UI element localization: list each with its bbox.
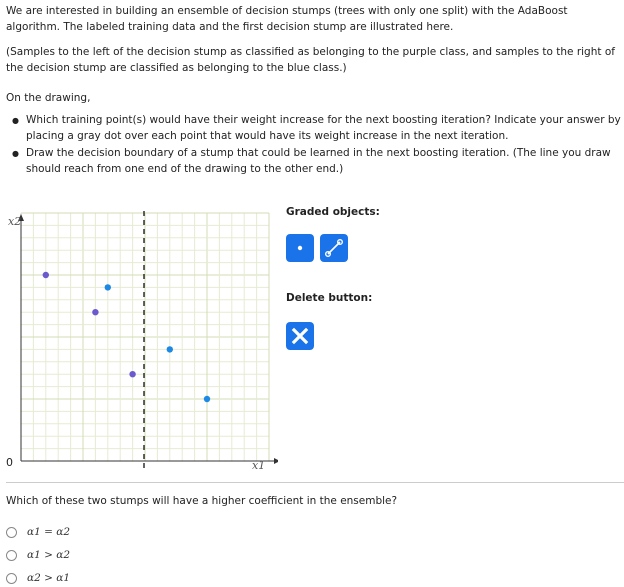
- note-text: (Samples to the left of the decision stump as classified as belonging to the purple class, and samples to the right of the decision stump are classified as belonging to the blue class.): [6, 46, 615, 74]
- drawing-canvas[interactable]: [6, 203, 278, 475]
- instruction-item: ● Which training point(s) would have their weight increase for the next boosting iteration? Indicate your answer by placing a gray dot over each point that would have its weight increase in the next iteration.: [26, 113, 624, 144]
- data-point-purple[interactable]: [92, 309, 98, 315]
- graded-objects-title: Graded objects:: [286, 206, 380, 218]
- question-text: Which of these two stumps will have a higher coefficient in the ensemble?: [6, 495, 398, 507]
- option-label: α1 = α2: [27, 526, 71, 538]
- grid: [21, 213, 269, 461]
- option-label: α1 > α2: [27, 549, 71, 561]
- instruction-item: ● Draw the decision boundary of a stump that could be learned in the next boosting iteration. (The line you draw should reach from one end of the drawing to the other end.): [26, 146, 624, 177]
- section-divider: [6, 482, 624, 483]
- option-row[interactable]: [6, 572, 70, 584]
- data-point-blue[interactable]: [167, 346, 173, 352]
- delete-button-title: Delete button:: [286, 292, 373, 304]
- radio-button[interactable]: [6, 550, 17, 561]
- option-label: α2 > α1: [27, 572, 71, 584]
- option-row[interactable]: [6, 526, 70, 538]
- option-row[interactable]: [6, 549, 70, 561]
- line-tool-button[interactable]: [320, 234, 348, 262]
- data-point-purple[interactable]: [43, 272, 49, 278]
- x-axis-arrow-icon: [274, 458, 278, 464]
- point-tool-button[interactable]: [286, 234, 314, 262]
- intro-text: We are interested in building an ensemble of decision stumps (trees with only one split) with the AdaBoost algorithm. The labeled training data and the first decision stump are illustrated here.: [6, 5, 568, 33]
- data-point-purple[interactable]: [129, 371, 135, 377]
- x-axis-label: x1: [252, 459, 266, 472]
- radio-button[interactable]: [6, 527, 17, 538]
- y-axis-label: x2: [8, 215, 22, 228]
- lead-text: On the drawing,: [6, 92, 91, 104]
- data-point-blue[interactable]: [105, 284, 111, 290]
- close-icon: [286, 322, 314, 350]
- origin-label: 0: [6, 456, 13, 469]
- instruction-list: [6, 113, 624, 179]
- radio-button[interactable]: [6, 573, 17, 584]
- data-point-blue[interactable]: [204, 396, 210, 402]
- delete-button[interactable]: [286, 322, 314, 350]
- line-segment-icon: [320, 234, 348, 262]
- dot-icon: [286, 234, 314, 262]
